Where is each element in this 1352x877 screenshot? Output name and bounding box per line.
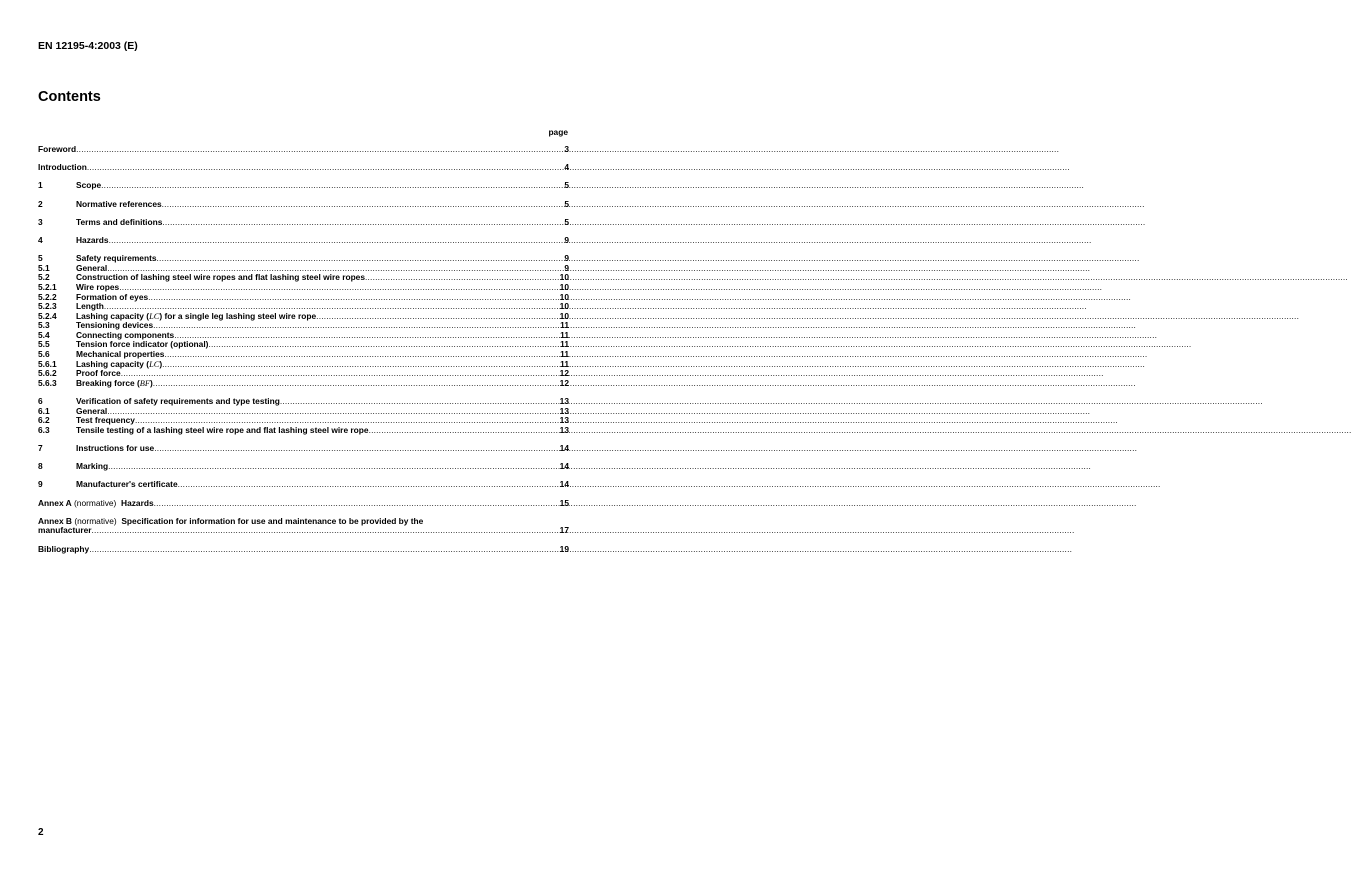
toc-leader-dots (87, 163, 564, 173)
toc-entry-text: Introduction (38, 162, 87, 173)
toc-entry-8[interactable] (38, 462, 569, 472)
toc-entry-text: Proof force (76, 368, 121, 379)
toc-leader-dots (92, 526, 560, 536)
toc-entry-page: 10 (559, 291, 569, 302)
annex-label: Annex A (38, 497, 72, 508)
toc-entry-page: 5 (564, 180, 569, 191)
toc-text-part: Breaking force ( (76, 377, 140, 388)
toc-entry-number: 5.2.3 (38, 301, 57, 312)
toc-text-part: Lashing capacity ( (76, 358, 150, 369)
toc-leader-dots (101, 181, 564, 191)
toc-entry-6-3[interactable] (38, 426, 569, 436)
toc-entry-number: 5.4 (38, 329, 50, 340)
toc-text-italic: LC (149, 359, 160, 369)
toc-entry-page: 12 (559, 377, 569, 388)
toc-entry-number: 1 (38, 180, 43, 191)
toc-leader-dots (178, 480, 560, 490)
toc-entry-number: 5.1 (38, 262, 50, 273)
toc-entry-page: 5 (564, 198, 569, 209)
toc-entry-page: 14 (559, 461, 569, 472)
toc-leader-dots (153, 379, 560, 389)
toc-entry-page: 14 (559, 443, 569, 453)
toc-text-italic: LC (149, 311, 160, 321)
toc-entry-page: 9 (564, 234, 569, 245)
toc-text-part: Lashing capacity ( (76, 310, 150, 321)
toc-entry-page: 11 (560, 320, 569, 331)
toc-entry-page: 11 (560, 358, 569, 369)
toc-entry-text: Length (76, 301, 104, 312)
toc-text-part: ) (150, 377, 153, 388)
toc-entry-text: Safety requirements (76, 253, 157, 264)
toc-entry-annex-b-continued[interactable] (38, 526, 569, 536)
toc-entry-text: manufacturer (38, 525, 92, 536)
annex-type: (normative) (74, 515, 117, 526)
toc-entry-number: 8 (38, 461, 43, 472)
toc-entry-bibliography[interactable] (38, 545, 569, 555)
table-of-contents (38, 145, 569, 554)
annex-title: Specification for information for use and maintenance to be provided by the (121, 515, 424, 526)
toc-entry-number: 6.3 (38, 424, 50, 435)
toc-entry-text: Wire ropes (76, 281, 120, 292)
toc-entry-text: Construction of lashing steel wire ropes and flat lashing steel wire ropes (76, 272, 365, 283)
toc-entry-text: Scope (76, 180, 102, 191)
toc-entry-page: 11 (560, 329, 569, 340)
toc-entry-text: General (76, 262, 108, 273)
toc-entry-page: 10 (559, 310, 569, 321)
toc-entry-page: 11 (560, 339, 569, 350)
toc-entry-number: 5.2.4 (38, 310, 57, 321)
toc-entry-1[interactable] (38, 181, 569, 191)
toc-entry-page: 15 (559, 497, 569, 508)
toc-entry-number: 7 (38, 443, 43, 453)
toc-entry-text: Verification of safety requirements and type testing (76, 396, 280, 407)
toc-entry-text: Terms and definitions (76, 216, 163, 227)
toc-entry-text: Manufacturer's certificate (76, 479, 178, 490)
toc-entry-page: 10 (559, 301, 569, 312)
toc-entry-number: 5.6.1 (38, 358, 57, 369)
toc-entry-text: Tensioning devices (76, 320, 154, 331)
toc-entry-text: Foreword (38, 144, 77, 154)
toc-entry-page: 10 (559, 272, 569, 283)
toc-entry-page: 19 (559, 543, 569, 554)
toc-entry-text: Tension force indicator (optional) (76, 339, 209, 350)
toc-leader-dots (162, 218, 564, 228)
toc-entry-page: 5 (564, 216, 569, 227)
toc-entry-number: 5.3 (38, 320, 50, 331)
toc-entry-text: Marking (76, 461, 109, 472)
toc-entry-number: 5.2.1 (38, 281, 57, 292)
toc-entry-number: 3 (38, 216, 43, 227)
toc-entry-page: 11 (560, 349, 569, 360)
toc-entry-text: Test frequency (76, 415, 135, 426)
toc-entry-page: 12 (559, 368, 569, 379)
toc-text-part: ) for a single leg lashing steel wire rope (159, 310, 317, 321)
page-column-label: page (548, 127, 568, 137)
toc-leader-dots (108, 462, 560, 472)
toc-entry-number: 5 (38, 253, 43, 264)
page-title: Contents (38, 89, 101, 105)
annex-label: Annex B (38, 515, 72, 526)
toc-entry-page: 9 (564, 262, 569, 273)
toc-entry-text: Formation of eyes (76, 291, 149, 302)
toc-entry-foreword[interactable] (38, 145, 569, 155)
toc-entry-number: 4 (38, 234, 43, 245)
toc-leader-dots (76, 145, 564, 155)
toc-entry-page: 10 (559, 281, 569, 292)
toc-entry-text (38, 499, 154, 509)
toc-entry-2[interactable] (38, 200, 569, 210)
toc-entry-number: 6 (38, 396, 43, 407)
toc-entry-number: 9 (38, 479, 43, 490)
toc-entry-text: Tensile testing of a lashing steel wire rope and flat lashing steel wire rope (76, 424, 369, 435)
toc-entry-text: Normative references (76, 198, 162, 209)
toc-entry-page: 14 (559, 479, 569, 490)
toc-entry-number: 6.2 (38, 415, 50, 426)
annex-type: (normative) (74, 497, 117, 508)
toc-entry-introduction[interactable] (38, 163, 569, 173)
annex-title: Hazards (121, 497, 154, 508)
toc-entry-5-6-3[interactable] (38, 379, 569, 389)
toc-entry-number: 2 (38, 198, 43, 209)
toc-entry-number: 5.6.3 (38, 377, 57, 388)
toc-leader-dots (162, 200, 565, 210)
page-number: 2 (38, 827, 44, 838)
toc-entry-text: Bibliography (38, 543, 90, 554)
toc-entry-9[interactable] (38, 480, 569, 490)
toc-entry-4[interactable] (38, 236, 569, 246)
toc-entry-number: 5.2.2 (38, 291, 57, 302)
toc-entry-page: 13 (559, 396, 569, 407)
toc-entry-number: 6.1 (38, 405, 50, 416)
toc-leader-dots (154, 444, 559, 454)
toc-entry-annex-a[interactable] (38, 499, 569, 509)
toc-entry-text: Connecting components (76, 329, 175, 340)
toc-entry-7[interactable] (38, 444, 569, 454)
toc-entry-page: 13 (559, 415, 569, 426)
toc-entry-3[interactable] (38, 218, 569, 228)
toc-entry-text: Mechanical properties (76, 349, 165, 360)
toc-entry-page: 4 (564, 162, 569, 173)
toc-text-part: ) (159, 358, 163, 369)
toc-entry-page: 9 (564, 253, 569, 264)
toc-entry-number: 5.5 (38, 339, 50, 350)
toc-entry-text: Instructions for use (76, 443, 155, 453)
toc-text-italic: BF (139, 378, 150, 388)
toc-entry-text (76, 379, 153, 389)
toc-entry-text: General (76, 405, 108, 416)
toc-entry-page: 13 (559, 424, 569, 435)
toc-entry-page: 17 (559, 525, 569, 536)
toc-entry-number: 5.6 (38, 349, 50, 360)
toc-entry-text: Hazards (76, 234, 109, 245)
document-header: EN 12195-4:2003 (E) (38, 40, 138, 52)
toc-leader-dots (369, 426, 560, 436)
toc-leader-dots (109, 236, 565, 246)
toc-leader-dots (89, 545, 559, 555)
toc-leader-dots (154, 499, 560, 509)
toc-entry-number: 5.2 (38, 272, 50, 283)
toc-entry-number: 5.6.2 (38, 368, 57, 379)
toc-entry-page: 3 (564, 144, 569, 154)
toc-entry-page: 13 (559, 405, 569, 416)
